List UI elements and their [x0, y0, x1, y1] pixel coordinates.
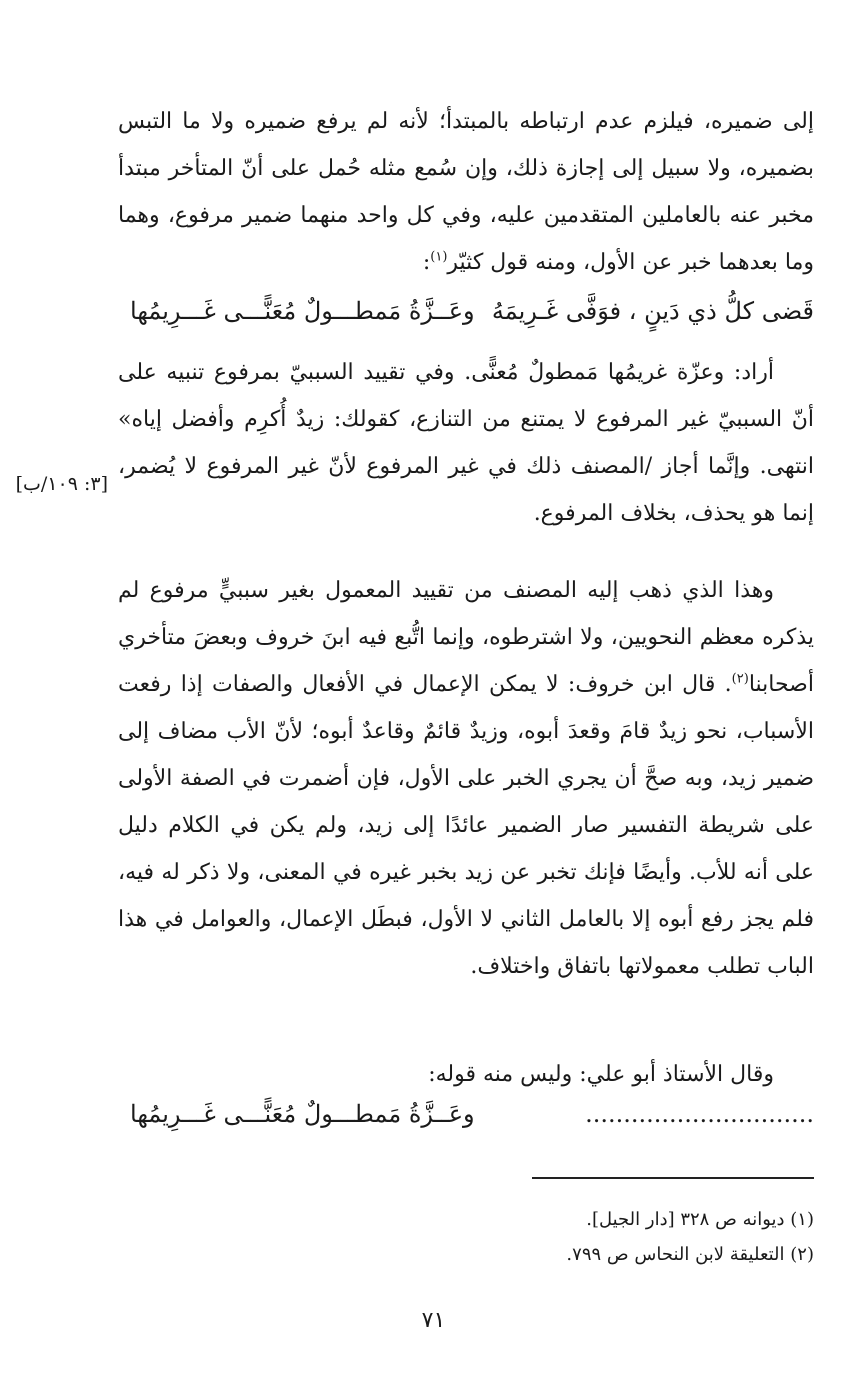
footnote-1: (١) ديوانه ص ٣٢٨ [دار الجيل].	[586, 1209, 814, 1230]
verse-2-first-hemistich-dots: ..............................	[585, 1100, 814, 1128]
paragraph-1-text: إلى ضميره، فيلزم عدم ارتباطه بالمبتدأ؛ لأنه لم يرفع ضميره ولا ما التبس بضميره، ولا سبيل إلى إجازة ذلك، وإن سُمع مثله حُمل على أنّ المتأخر مبتدأ مخبر عنه بالعاملين المتقدمين عليه، وفي كل واحد منهما ضمير مرفوع، وهما وما بعدهما خبر عن الأول، ومنه قول كثيّر	[118, 109, 814, 275]
verse-1-second-hemistich: وعَــزَّةُ مَمطـــولٌ مُعَنًّـــى غَـــرِيمُها	[130, 297, 475, 325]
footnote-ref-2: (٢)	[731, 671, 749, 687]
paragraph-4: وقال الأستاذ أبو علي: وليس منه قوله:	[428, 1062, 774, 1087]
paragraph-3-text: وهذا الذي ذهب إليه المصنف من تقييد المعمول بغير سببيٍّ مرفوع لم يذكره معظم النحويين، ولا اشترطوه، وإنما اتُّبع فيه ابنَ خروف وبعضَ متأخري أصحابنا	[118, 578, 814, 697]
page-number: ٧١	[421, 1308, 446, 1333]
footnotes	[400, 1202, 814, 1272]
verse-1-first-hemistich: قَضى كلُّ ذي دَينٍ ، فوَفَّى غَـرِيمَهُ	[491, 297, 814, 325]
manuscript-folio-note: [٣: ١٠٩/ب]	[15, 473, 108, 495]
paragraph-2: أراد: وعزّة غريمُها مَمطولٌ مُعنًّى. وفي تقييد السببيّ بمرفوع تنبيه على أنّ السببيّ غير المرفوع لا يمتنع من التنازع، كقولك: زيدٌ أُكرِم وأفضل إياه» انتهى. وإنَّما أجاز /المصنف ذلك في غير المرفوع لأنّ غير المرفوع لا يُضمر، إنما هو يحذف، بخلاف المرفوع.	[118, 360, 814, 526]
paragraph-1: إلى ضميره، فيلزم عدم ارتباطه بالمبتدأ؛ لأنه لم يرفع ضميره ولا ما التبس بضميره، ولا سبيل إلى إجازة ذلك، وإن سُمع مثله حُمل على أنّ المتأخر مبتدأ مخبر عنه بالعاملين المتقدمين عليه، وفي كل واحد منهما ضمير مرفوع، وهما وما بعدهما خبر عن الأول، ومنه قول كثيّر$^{(١)}$:	[118, 109, 814, 275]
paragraph-3: وهذا الذي ذهب إليه المصنف من تقييد المعمول بغير سببيٍّ مرفوع لم يذكره معظم النحويين، ولا اشترطوه، وإنما اتُّبع فيه ابنَ خروف وبعضَ متأخري أصحابنا$^{(٢)}$. قال ابن خروف: لا يمكن الإعمال في الأفعال والصفات إذا رفعت الأسباب، نحو زيدٌ قامَ وقعدَ أبوه، وزيدٌ قائمٌ وقاعدٌ أبوه؛ لأنّ الأب مضاف إلى ضمير زيد، وبه صحَّ أن يجري الخبر على الأول، فإن أضمرت في الصفة الأولى على شريطة التفسير صار الضمير عائدًا إلى زيد، ولم يكن في الكلام دليل على أنه للأب. وأيضًا فإنك تخبر عن زيد بخبر غيره في المعنى، ولا ذكر له فيه، فلم يجز رفع أبوه إلا بالعامل الثاني لا الأول، فبطَل الإعمال، والعوامل في هذا الباب تطلب معمولاتها باتفاق واختلاف.	[118, 578, 814, 979]
verse-2-second-hemistich: وعَــزَّةُ مَمطـــولٌ مُعَنًّـــى غَـــرِيمُها	[130, 1100, 475, 1128]
footnote-ref-1: (١)	[430, 249, 448, 265]
footnote-divider	[532, 1177, 814, 1179]
verse-line-1	[118, 291, 814, 331]
footnote-2: (٢) التعليقة لابن النحاس ص ٧٩٩.	[566, 1244, 814, 1265]
paragraph-3-quote: قال ابن خروف: لا يمكن الإعمال في الأفعال والصفات إذا رفعت الأسباب، نحو زيدٌ قامَ وقعدَ أبوه، وزيدٌ قائمٌ وقاعدٌ أبوه؛ لأنّ الأب مضاف إلى ضمير زيد، وبه صحَّ أن يجري الخبر على الأول، فإن أضمرت في الصفة الأولى على شريطة التفسير صار الضمير عائدًا إلى زيد، ولم يكن في الكلام دليل على أنه للأب. وأيضًا فإنك تخبر عن زيد بخبر غيره في المعنى، ولا ذكر له فيه، فلم يجز رفع أبوه إلا بالعامل الثاني لا الأول، فبطَل الإعمال، والعوامل في هذا الباب تطلب معمولاتها باتفاق واختلاف.	[118, 672, 814, 979]
verse-line-2	[118, 1094, 814, 1134]
